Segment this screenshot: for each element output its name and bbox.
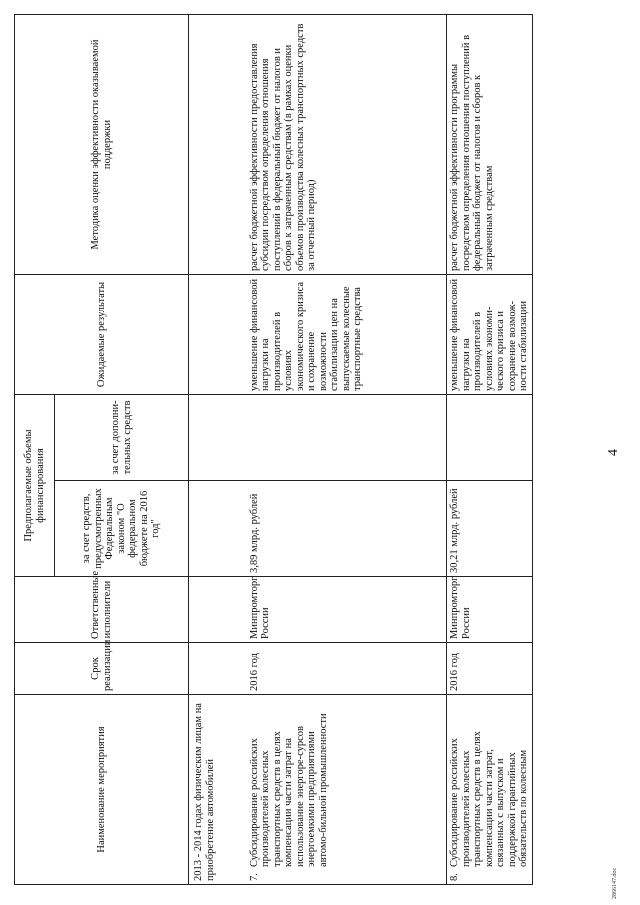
measure-additional-funding bbox=[247, 395, 447, 481]
header-financing: Предполагаемые объемы финансирования bbox=[15, 395, 55, 577]
measure-number: 8. bbox=[449, 873, 460, 881]
measure-name: Субсидирование российских производителей колесных транспортных средств в целях компенсации части затрат на использование энергоре-сурсов энергоемкими предприятиями автомо-бильной промышленности bbox=[248, 713, 329, 867]
header-term: Срок реализации bbox=[15, 643, 189, 695]
measure-term: 2016 год bbox=[447, 643, 533, 695]
measure-federal-funding: 3,89 млрд. рублей bbox=[247, 481, 447, 577]
measure-result: уменьшение финансовой нагрузки на производителей в условиях экономического кризиса и сохранение возможности стабилизации цен на выпускаемые колесные транспортные средства bbox=[247, 275, 447, 395]
table-row bbox=[247, 15, 447, 885]
measure-executor: Минпромторг России bbox=[447, 577, 533, 643]
measure-method: расчет бюджетной эффективности предоставления субсидии посредством определения отношения поступлений в федеральный бюджет от налогов и сборов к затраченным средствам (в рамках оценки объемов производства колесных транспортных средств за отчетный период) bbox=[247, 15, 447, 275]
page-number: 4 bbox=[606, 449, 621, 456]
header-financing-additional: за счет дополни-тельных средств bbox=[55, 395, 189, 481]
header-executors: Ответственные исполнители bbox=[15, 577, 189, 643]
table-row-continuation bbox=[189, 15, 247, 885]
header-name: Наименование мероприятия bbox=[15, 695, 189, 885]
measure-method: расчет бюджетной эффективности программы посредством определения отношения поступлений в федеральный бюджет от налогов и сборов к затраченным средствам bbox=[447, 15, 533, 275]
measure-name: Субсидирование российских производителей колесных транспортных средств в целях компенсации части затрат, связанных с выпуском и поддержкой гарантийных обязательств по колесным bbox=[449, 731, 529, 867]
header-financing-federal: за счет средств, предусмотренных Федеральным законом "О федеральном бюджете на 2016 год" bbox=[55, 481, 189, 577]
measure-name-cell bbox=[447, 695, 533, 885]
measure-additional-funding bbox=[447, 395, 533, 481]
measure-name-cell bbox=[247, 695, 447, 885]
measure-executor: Минпромторг России bbox=[247, 577, 447, 643]
continuation-name-cell bbox=[189, 695, 247, 885]
measure-federal-funding: 30,21 млрд. рублей bbox=[447, 481, 533, 577]
table-row bbox=[447, 15, 533, 885]
footer-file-code: 2866147.doc bbox=[612, 867, 618, 899]
continuation-name: 2013 - 2014 годах физическим лицам на приобретение автомобилей bbox=[193, 703, 216, 881]
header-method: Методика оценки эффективности оказываемой поддержки bbox=[15, 15, 189, 275]
measure-result: уменьшение финансовой нагрузки на производителей в условиях экономи-ческого кризиса и сохранение возмож-ности стабилизации bbox=[447, 275, 533, 395]
measure-number: 7. bbox=[248, 873, 260, 881]
measure-term: 2016 год bbox=[247, 643, 447, 695]
header-results: Ожидаемые результаты bbox=[15, 275, 189, 395]
measures-table bbox=[14, 14, 533, 885]
